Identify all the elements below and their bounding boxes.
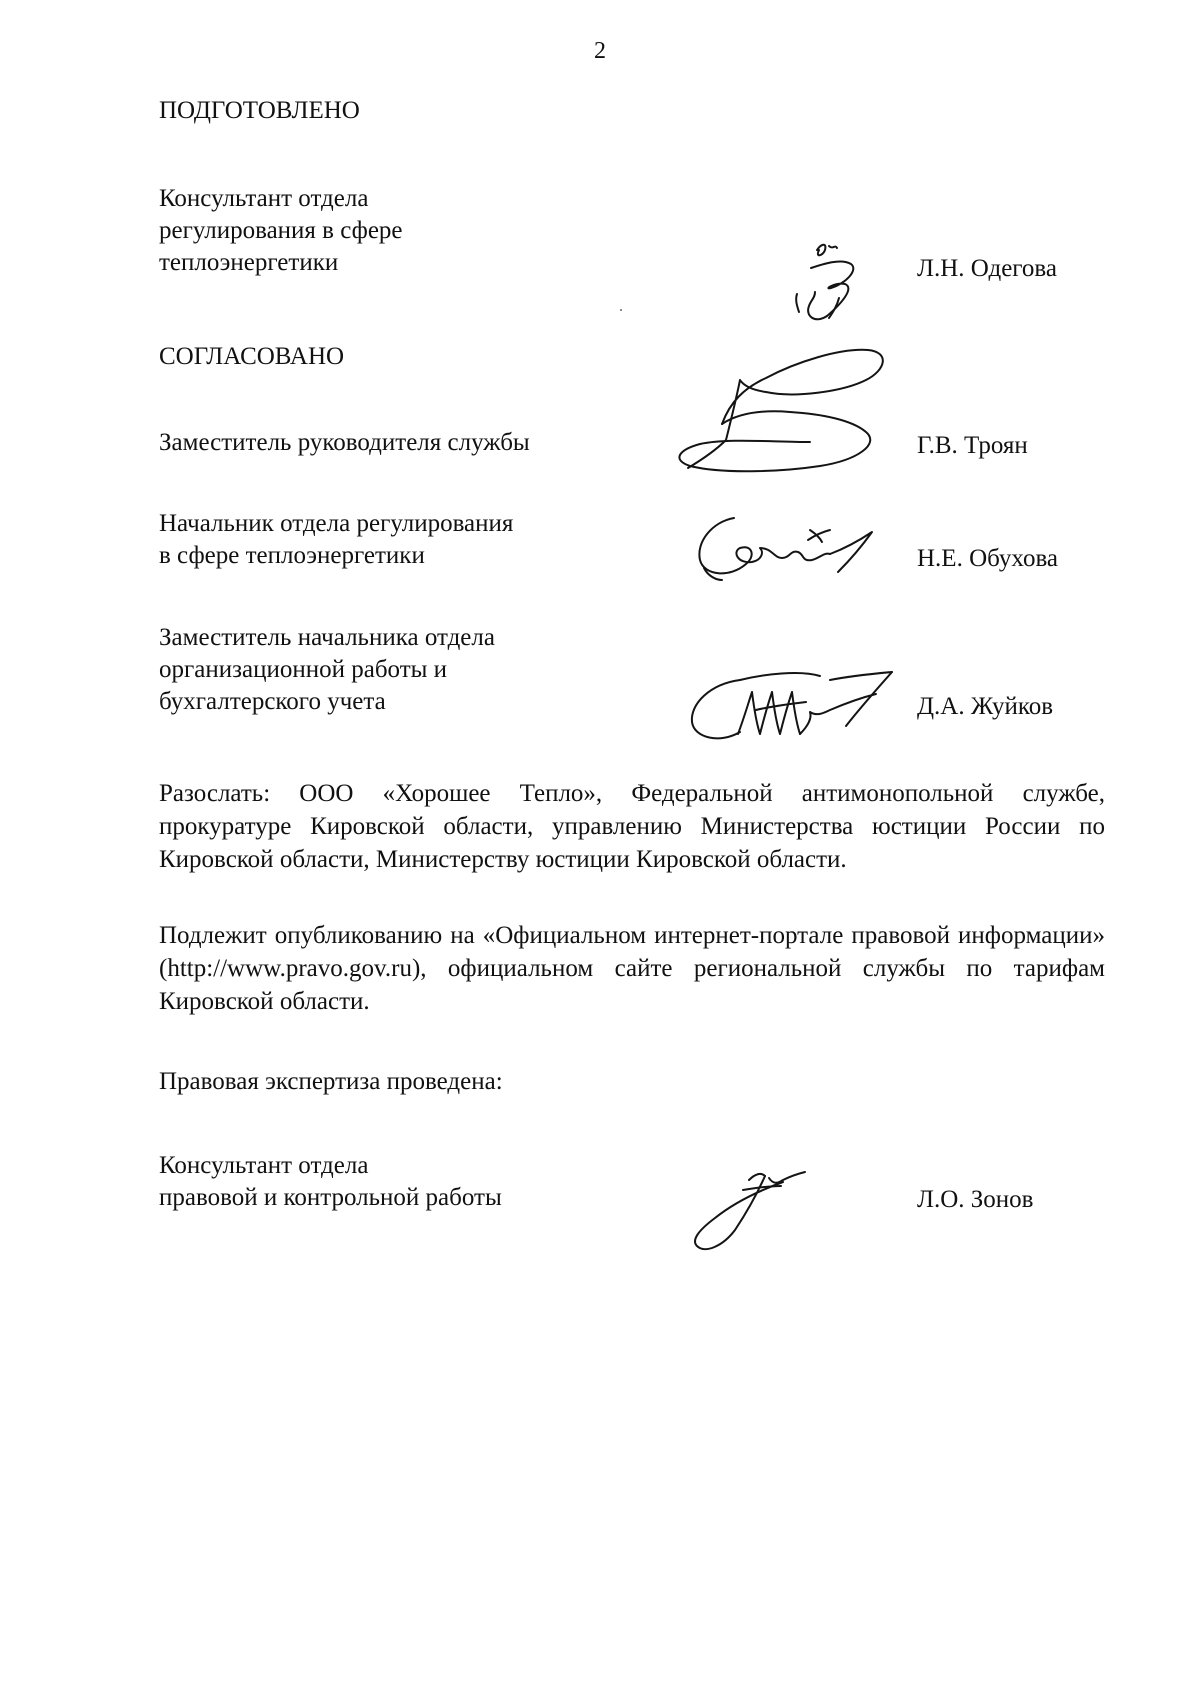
position-line: регулирования в сфере [159,217,403,244]
legal-review-heading: Правовая экспертиза проведена: [159,1068,503,1095]
position-line: Начальник отдела регулирования [159,510,514,537]
agreed-heading: СОГЛАСОВАНО [159,343,345,370]
signatory-position [159,622,495,718]
signatory-position [159,427,530,459]
signatory-position [159,508,513,572]
position-line: Консультант отдела [159,185,369,212]
signatory-name: Г.В. Троян [917,432,1028,459]
position-line: теплоэнергетики [159,249,339,276]
position-line: Консультант отдела [159,1152,369,1179]
signature-odegova [775,236,885,326]
legal-review-name: Л.О. Зонов [917,1186,1034,1213]
position-line: в сфере теплоэнергетики [159,542,425,569]
position-line: организационной работы и [159,656,448,683]
prepared-name: Л.Н. Одегова [917,255,1058,282]
position-line: правовой и контрольной работы [159,1184,502,1211]
prepared-position [159,183,403,279]
signatory-name: Д.А. Жуйков [917,693,1054,720]
legal-review-position [159,1150,502,1214]
page-number: 2 [594,38,606,64]
signatory-name: Н.Е. Обухова [917,545,1059,572]
signature-zonov [665,1150,845,1260]
distribution-paragraph: Разослать: ООО «Хорошее Тепло», Федеральной антимонопольной службе, прокуратуре Кировской области, управлению Министерства юстиции России по Кировской области, Министерству юстиции Кировской области. [159,780,1105,873]
prepared-heading: ПОДГОТОВЛЕНО [159,97,360,124]
position-line: бухгалтерского учета [159,688,386,715]
signature-zhuikov [680,660,920,760]
signature-obukhova [690,500,880,590]
publication-paragraph: Подлежит опубликованию на «Официальном интернет-портале правовой информации» (http://www.pravo.gov.ru), официальном сайте региональной службы по тарифам Кировской области. [159,922,1105,1015]
signature-troyan [670,340,900,500]
position-line: Заместитель руководителя службы [159,429,530,456]
scan-speck [620,309,622,311]
position-line: Заместитель начальника отдела [159,624,495,651]
